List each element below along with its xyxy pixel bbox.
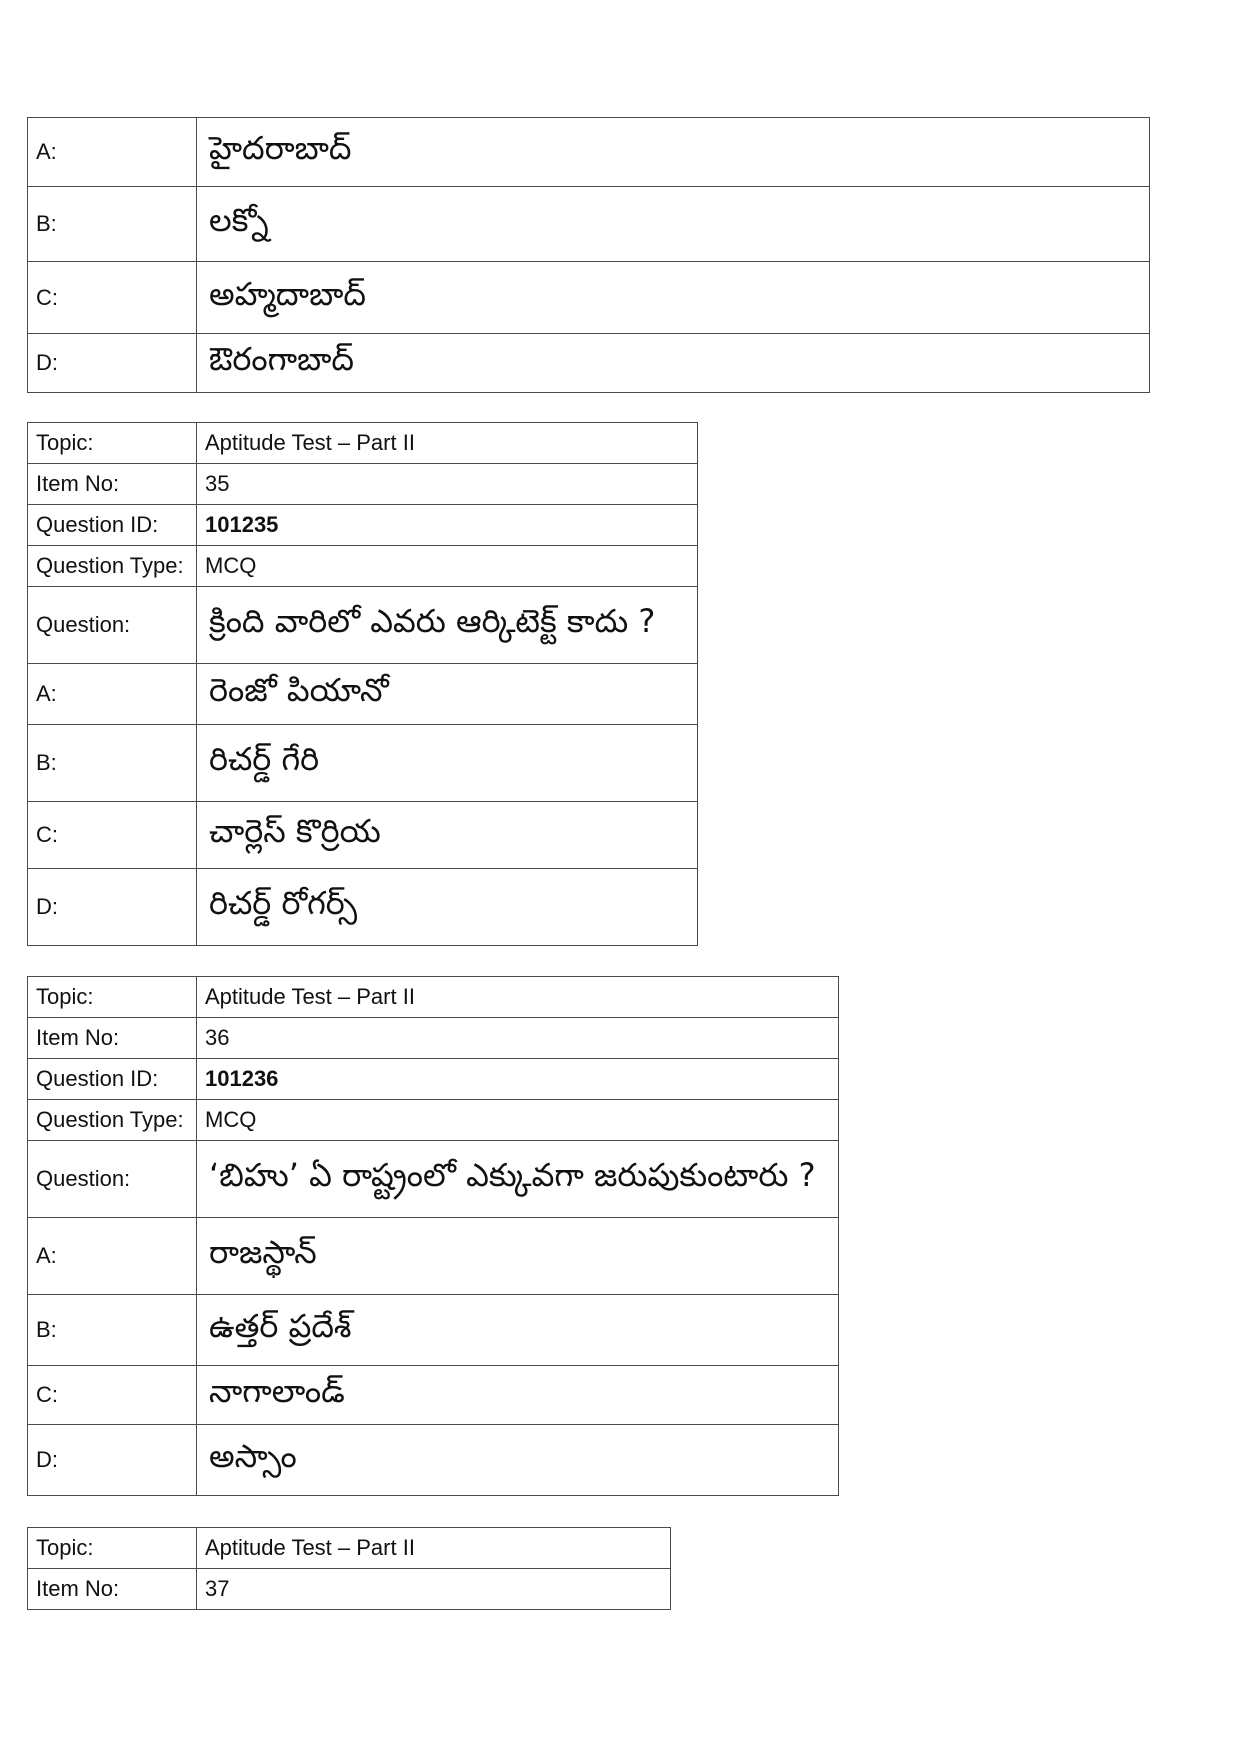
question-id-value: 101236 (197, 1059, 839, 1100)
question-row (28, 587, 698, 664)
topic-label: Topic: (28, 977, 197, 1018)
item-no-value: 36 (197, 1018, 839, 1059)
topic-value: Aptitude Test – Part II (197, 1528, 671, 1569)
option-label: A: (28, 118, 197, 187)
option-row-c (28, 802, 698, 869)
item-no-label: Item No: (28, 1569, 197, 1610)
option-text: రాజస్థాన్ (197, 1218, 839, 1295)
item-no-row (28, 464, 698, 505)
question-type-row (28, 546, 698, 587)
topic-row (28, 423, 698, 464)
topic-row (28, 977, 839, 1018)
option-row-a (28, 118, 1150, 187)
option-text: రెంజో పియానో (197, 664, 698, 725)
question-table-35 (27, 422, 698, 946)
option-row-d (28, 1425, 839, 1496)
question-type-label: Question Type: (28, 1100, 197, 1141)
option-row-b (28, 1295, 839, 1366)
option-text: నాగాలాండ్ (197, 1366, 839, 1425)
question-text: ‘బిహు’ ఏ రాష్ట్రంలో ఎక్కువగా జరుపుకుంటారు ? (197, 1141, 839, 1218)
option-label: C: (28, 1366, 197, 1425)
question-type-value: MCQ (197, 546, 698, 587)
option-text: అహ్మదాబాద్ (197, 262, 1150, 334)
question-id-label: Question ID: (28, 505, 197, 546)
topic-value: Aptitude Test – Part II (197, 423, 698, 464)
question-table-37 (27, 1527, 671, 1610)
question-row (28, 1141, 839, 1218)
question-label: Question: (28, 1141, 197, 1218)
item-no-label: Item No: (28, 1018, 197, 1059)
question-type-value: MCQ (197, 1100, 839, 1141)
option-label: A: (28, 1218, 197, 1295)
option-label: D: (28, 1425, 197, 1496)
option-text: ఉత్తర్ ప్రదేశ్ (197, 1295, 839, 1366)
option-row-d (28, 869, 698, 946)
question-type-label: Question Type: (28, 546, 197, 587)
option-row-a (28, 1218, 839, 1295)
prev-question-options-table (27, 117, 1150, 393)
option-row-c (28, 1366, 839, 1425)
option-label: B: (28, 187, 197, 262)
option-label: D: (28, 869, 197, 946)
question-id-value: 101235 (197, 505, 698, 546)
topic-label: Topic: (28, 423, 197, 464)
item-no-row (28, 1018, 839, 1059)
option-row-b (28, 187, 1150, 262)
option-row-d (28, 334, 1150, 393)
topic-row (28, 1528, 671, 1569)
option-label: A: (28, 664, 197, 725)
item-no-label: Item No: (28, 464, 197, 505)
option-label: C: (28, 802, 197, 869)
question-id-label: Question ID: (28, 1059, 197, 1100)
option-text: హైదరాబాద్ (197, 118, 1150, 187)
question-text: క్రింది వారిలో ఎవరు ఆర్కిటెక్ట్ కాదు ? (197, 587, 698, 664)
item-no-value: 35 (197, 464, 698, 505)
option-text: ఔరంగాబాద్ (197, 334, 1150, 393)
option-text: రిచర్డ్ రోగర్స్ (197, 869, 698, 946)
topic-value: Aptitude Test – Part II (197, 977, 839, 1018)
option-text: రిచర్డ్ గేరి (197, 725, 698, 802)
question-type-row (28, 1100, 839, 1141)
question-table-36 (27, 976, 839, 1496)
question-id-row (28, 505, 698, 546)
option-row-c (28, 262, 1150, 334)
option-label: B: (28, 1295, 197, 1366)
question-id-row (28, 1059, 839, 1100)
topic-label: Topic: (28, 1528, 197, 1569)
option-row-b (28, 725, 698, 802)
option-label: C: (28, 262, 197, 334)
option-text: చార్లెస్ కొర్రియ (197, 802, 698, 869)
option-label: D: (28, 334, 197, 393)
option-row-a (28, 664, 698, 725)
question-label: Question: (28, 587, 197, 664)
item-no-row (28, 1569, 671, 1610)
option-text: లక్నో (197, 187, 1150, 262)
item-no-value: 37 (197, 1569, 671, 1610)
option-label: B: (28, 725, 197, 802)
option-text: అస్సాం (197, 1425, 839, 1496)
